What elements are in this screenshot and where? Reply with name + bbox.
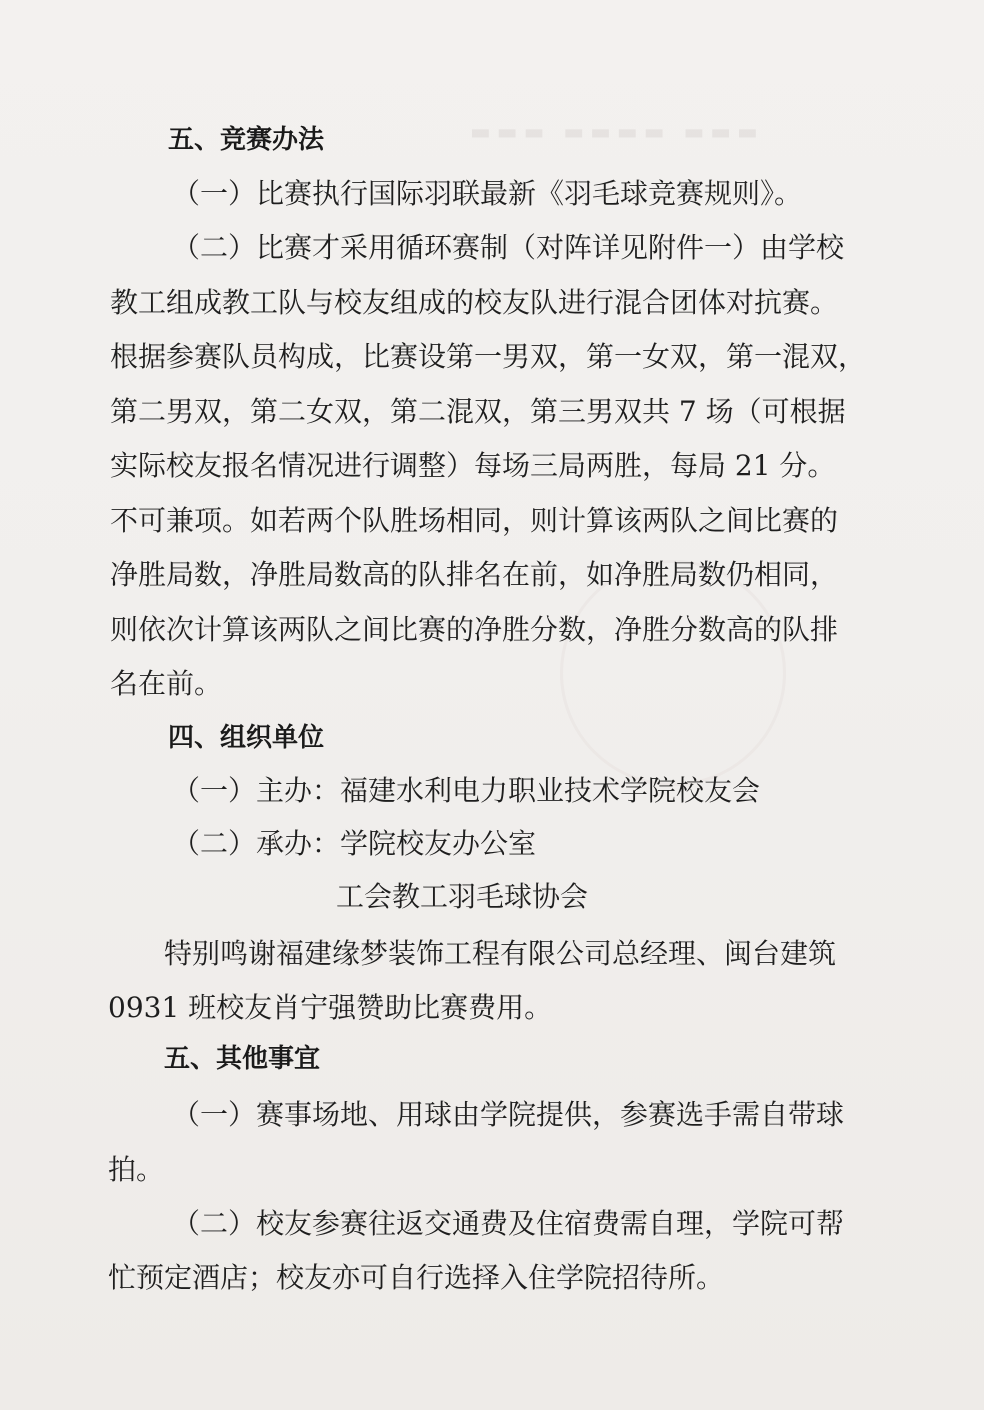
section-heading-other: 五、其他事宜 (164, 1044, 321, 1074)
competition-item-1: （一）比赛执行国际羽联最新《羽毛球竞赛规则》。 (172, 177, 803, 210)
organizer-undertaker-continued: 工会教工羽毛球协会 (336, 880, 589, 913)
competition-item-2-line: （二）比赛才采用循环赛制（对阵详见附件一）由学校 (172, 231, 845, 264)
competition-item-2-line: 教工组成教工队与校友组成的校友队进行混合团体对抗赛。 (110, 286, 839, 319)
section-heading-organization: 四、组织单位 (168, 723, 325, 753)
thanks-line: 特别鸣谢福建缘梦装饰工程有限公司总经理、闽台建筑 (164, 937, 837, 970)
competition-item-2-line: 不可兼项。如若两个队胜场相同，则计算该两队之间比赛的 (110, 504, 839, 537)
organizer-host: （一）主办：福建水利电力职业技术学院校友会 (172, 774, 761, 807)
organizer-undertaker: （二）承办：学院校友办公室 (172, 827, 537, 860)
competition-item-2-line: 名在前。 (110, 667, 223, 700)
other-item-1-line: 拍。 (108, 1153, 165, 1186)
competition-item-2-line: 则依次计算该两队之间比赛的净胜分数，净胜分数高的队排 (110, 613, 839, 646)
other-item-2-line: （二）校友参赛往返交通费及住宿费需自理，学院可帮 (172, 1207, 845, 1240)
competition-item-2-line: 根据参赛队员构成，比赛设第一男双，第一女双，第一混双， (110, 340, 867, 373)
competition-item-2-line: 实际校友报名情况进行调整）每场三局两胜，每局 21 分。 (110, 449, 836, 482)
other-item-2-line: 忙预定酒店；校友亦可自行选择入住学院招待所。 (108, 1261, 725, 1294)
show-through-shadow: ▬▬▬ ▬▬▬▬ ▬▬▬ (470, 120, 764, 145)
other-item-1-line: （一）赛事场地、用球由学院提供，参赛选手需自带球 (172, 1098, 845, 1131)
competition-item-2-line: 净胜局数，净胜局数高的队排名在前，如净胜局数仍相同， (110, 558, 839, 591)
competition-item-2-line: 第二男双，第二女双，第二混双，第三男双共 7 场（可根据 (110, 395, 846, 428)
section-heading-competition: 五、竞赛办法 (168, 125, 325, 155)
thanks-line: 0931 班校友肖宁强赞助比赛费用。 (108, 991, 553, 1024)
show-through-seal (560, 560, 786, 786)
